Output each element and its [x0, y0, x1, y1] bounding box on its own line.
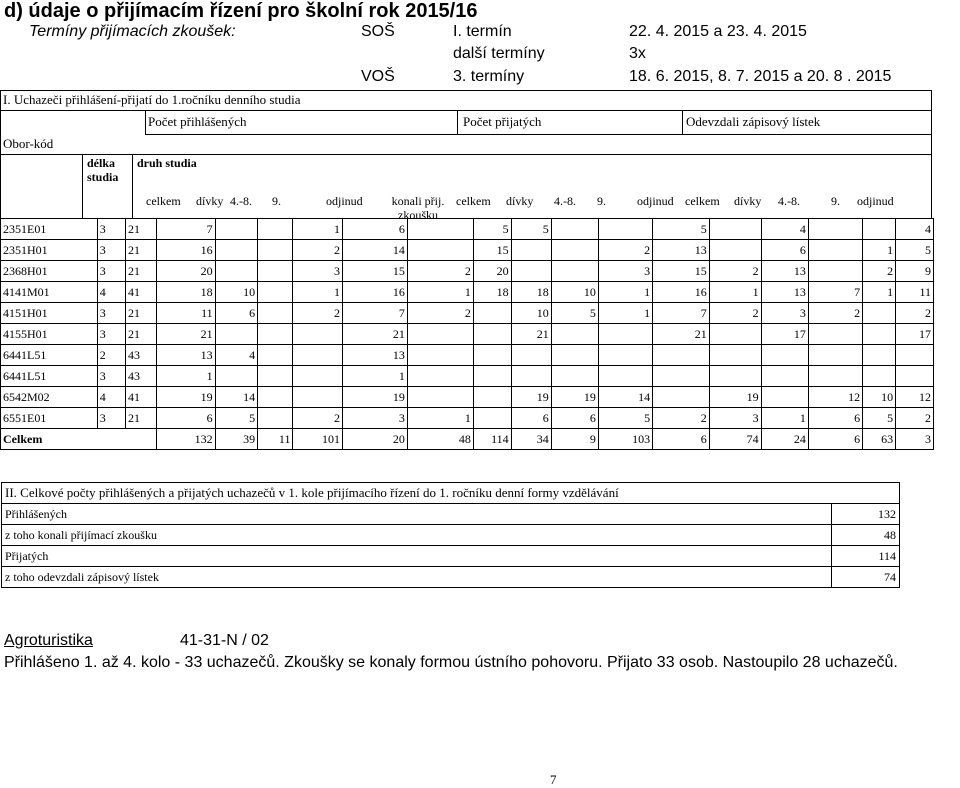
data-cell	[258, 324, 293, 345]
data-cell	[407, 345, 473, 366]
agro-code: 41-31-N / 02	[180, 632, 269, 649]
total-cell: 6	[808, 429, 862, 450]
data-cell: 15	[653, 261, 710, 282]
data-cell	[709, 324, 761, 345]
data-cell: 6	[511, 408, 551, 429]
data-cell	[215, 261, 257, 282]
sub-header: dívky	[506, 194, 534, 208]
obor-code-cell: 2351E01	[1, 219, 98, 240]
data-cell	[709, 219, 761, 240]
data-cell	[896, 345, 934, 366]
total-cell: 74	[709, 429, 761, 450]
total-cell: 101	[293, 429, 343, 450]
data-cell: 9	[896, 261, 934, 282]
data-cell: 5	[598, 408, 652, 429]
data-cell: 16	[156, 240, 215, 261]
data-cell: 7	[808, 282, 862, 303]
total-cell: 6	[653, 429, 710, 450]
data-cell	[407, 366, 473, 387]
data-cell: 15	[473, 240, 511, 261]
total-cell: 48	[407, 429, 473, 450]
term-name-2: další termíny	[453, 45, 545, 62]
data-cell	[258, 240, 293, 261]
term-value-2: 3x	[629, 45, 646, 62]
data-cell	[215, 324, 257, 345]
data-cell: 5	[653, 219, 710, 240]
data-cell	[293, 345, 343, 366]
total-row	[1, 429, 934, 450]
data-cell: 11	[896, 282, 934, 303]
obor-code-cell: 4141M01	[1, 282, 98, 303]
delka-cell: 4	[97, 282, 125, 303]
table-row	[1, 282, 934, 303]
data-cell: 2	[407, 261, 473, 282]
section1-title: I. Uchazeči přihlášení-přijatí do 1.ročníku denního studia	[3, 92, 301, 107]
data-cell	[598, 324, 652, 345]
data-cell	[258, 387, 293, 408]
divider	[0, 110, 931, 111]
total-cell: 34	[511, 429, 551, 450]
data-cell: 3	[343, 408, 408, 429]
obor-code-cell: 6542M02	[1, 387, 98, 408]
data-cell: 10	[863, 387, 896, 408]
data-cell: 19	[511, 387, 551, 408]
obor-code-cell: 6551E01	[1, 408, 98, 429]
total-cell: 63	[863, 429, 896, 450]
table-row	[1, 240, 934, 261]
data-cell	[293, 387, 343, 408]
druh-cell: 21	[126, 408, 157, 429]
total-cell: 9	[551, 429, 598, 450]
total-cell: 11	[258, 429, 293, 450]
delka-cell: 3	[97, 261, 125, 282]
data-cell	[407, 240, 473, 261]
data-cell	[551, 366, 598, 387]
divider	[457, 110, 458, 134]
druh-cell: 41	[126, 282, 157, 303]
total-cell: 20	[343, 429, 408, 450]
terms-label: Termíny přijímacích zkoušek:	[29, 23, 236, 40]
sos-label: SOŠ	[361, 23, 395, 40]
table-row	[1, 261, 934, 282]
data-cell	[511, 240, 551, 261]
sub-header: odjinud	[857, 194, 894, 208]
delka-cell: 3	[97, 366, 125, 387]
sub-header: celkem	[146, 194, 181, 208]
druh-cell: 21	[126, 261, 157, 282]
sub-header: celkem	[685, 194, 720, 208]
term-name-1: I. termín	[453, 23, 512, 40]
data-cell: 1	[407, 282, 473, 303]
data-cell: 3	[293, 261, 343, 282]
data-cell	[863, 324, 896, 345]
summary-value: 48	[832, 525, 900, 546]
sub-header: 9.	[597, 194, 606, 208]
summary-value: 132	[832, 504, 900, 525]
obor-kod-label: Obor-kód	[3, 136, 54, 151]
data-cell	[761, 345, 808, 366]
data-cell	[551, 261, 598, 282]
summary-label: Přijatých	[2, 546, 832, 567]
summary-row	[2, 525, 900, 546]
obor-code-cell: 6441L51	[1, 366, 98, 387]
data-cell: 13	[761, 282, 808, 303]
data-cell: 14	[343, 240, 408, 261]
data-cell: 1	[343, 366, 408, 387]
agro-text: Přihlášeno 1. až 4. kolo - 33 uchazečů. Zkoušky se konaly formou ústního pohovoru. Přijato 33 osob. Nastoupilo 28 uchazečů.	[4, 654, 898, 671]
data-cell	[407, 324, 473, 345]
data-cell: 18	[156, 282, 215, 303]
total-label: Celkem	[1, 429, 157, 450]
sub-header: odjinud	[637, 194, 674, 208]
obor-code-cell: 4155H01	[1, 324, 98, 345]
data-cell: 2	[653, 408, 710, 429]
table-row	[1, 345, 934, 366]
delka-cell: 3	[97, 324, 125, 345]
data-cell: 6	[215, 303, 257, 324]
data-cell	[258, 366, 293, 387]
data-cell: 3	[598, 261, 652, 282]
data-cell	[511, 345, 551, 366]
data-cell: 2	[896, 303, 934, 324]
data-cell: 16	[653, 282, 710, 303]
data-cell	[761, 366, 808, 387]
data-cell	[258, 261, 293, 282]
data-cell: 10	[511, 303, 551, 324]
data-cell: 6	[808, 408, 862, 429]
data-cell: 2	[293, 240, 343, 261]
data-cell: 1	[156, 366, 215, 387]
data-cell	[215, 240, 257, 261]
data-cell	[808, 324, 862, 345]
data-cell	[407, 219, 473, 240]
data-cell: 5	[215, 408, 257, 429]
data-cell: 17	[896, 324, 934, 345]
data-cell: 4	[761, 219, 808, 240]
data-cell: 2	[407, 303, 473, 324]
data-cell: 1	[863, 282, 896, 303]
data-cell: 6	[343, 219, 408, 240]
druh-cell: 43	[126, 366, 157, 387]
data-cell	[709, 240, 761, 261]
data-cell	[215, 219, 257, 240]
sub-header: celkem	[456, 194, 491, 208]
agro-title: Agroturistika	[4, 632, 93, 649]
data-cell	[709, 345, 761, 366]
druh-cell: 21	[126, 219, 157, 240]
data-cell: 16	[343, 282, 408, 303]
data-cell: 1	[598, 303, 652, 324]
data-cell: 7	[343, 303, 408, 324]
data-cell: 13	[653, 240, 710, 261]
divider	[682, 110, 683, 134]
data-cell: 6	[761, 240, 808, 261]
data-cell	[258, 282, 293, 303]
total-cell: 103	[598, 429, 652, 450]
druh-studia-label: druh studia	[137, 156, 197, 170]
data-cell	[473, 408, 511, 429]
data-cell	[473, 387, 511, 408]
data-cell: 4	[896, 219, 934, 240]
druh-cell: 21	[126, 303, 157, 324]
sub-header: 9.	[831, 194, 840, 208]
data-cell	[653, 387, 710, 408]
data-cell: 2	[293, 408, 343, 429]
sub-header: konali přij. zkoušku	[391, 194, 445, 222]
data-cell: 18	[473, 282, 511, 303]
data-cell: 2	[598, 240, 652, 261]
data-cell	[808, 240, 862, 261]
sub-header: 4.-8.	[778, 194, 800, 208]
data-cell: 2	[808, 303, 862, 324]
data-cell	[896, 366, 934, 387]
data-cell: 1	[407, 408, 473, 429]
total-cell: 114	[473, 429, 511, 450]
data-cell: 5	[551, 303, 598, 324]
data-cell: 1	[598, 282, 652, 303]
sub-header: 9.	[272, 194, 281, 208]
section2-title: II. Celkové počty přihlášených a přijatých uchazečů v 1. kole přijímacího řízení do 1. ročníku denní formy vzdělávání	[2, 483, 900, 504]
data-cell	[808, 345, 862, 366]
total-cell: 24	[761, 429, 808, 450]
data-cell	[258, 408, 293, 429]
summary-row	[2, 567, 900, 588]
data-cell	[653, 345, 710, 366]
data-cell: 13	[761, 261, 808, 282]
obor-code-cell: 4151H01	[1, 303, 98, 324]
druh-cell: 43	[126, 345, 157, 366]
data-cell: 2	[709, 303, 761, 324]
total-cell: 3	[896, 429, 934, 450]
data-cell	[863, 303, 896, 324]
delka-cell: 3	[97, 303, 125, 324]
summary-value: 114	[832, 546, 900, 567]
data-cell	[863, 219, 896, 240]
data-cell: 3	[709, 408, 761, 429]
data-cell: 2	[863, 261, 896, 282]
data-cell	[258, 345, 293, 366]
data-cell	[808, 366, 862, 387]
data-cell	[258, 219, 293, 240]
data-cell: 2	[709, 261, 761, 282]
data-cell	[653, 366, 710, 387]
data-cell: 13	[343, 345, 408, 366]
data-cell: 3	[761, 303, 808, 324]
divider	[145, 110, 146, 134]
druh-cell: 21	[126, 324, 157, 345]
data-cell	[551, 345, 598, 366]
obor-code-cell: 2368H01	[1, 261, 98, 282]
group-prihlasenych: Počet přihlášených	[148, 114, 247, 129]
data-cell: 1	[293, 282, 343, 303]
group-prijatych: Počet přijatých	[463, 114, 542, 129]
data-cell: 2	[896, 408, 934, 429]
delka-studia-label: délka studia	[87, 156, 119, 184]
data-cell: 21	[653, 324, 710, 345]
data-cell	[709, 366, 761, 387]
data-cell: 18	[511, 282, 551, 303]
page-number: 7	[550, 772, 557, 787]
data-cell: 15	[343, 261, 408, 282]
data-cell: 7	[653, 303, 710, 324]
divider	[132, 154, 133, 218]
data-cell: 21	[511, 324, 551, 345]
data-cell: 1	[863, 240, 896, 261]
data-cell	[215, 366, 257, 387]
data-cell	[598, 366, 652, 387]
data-cell: 21	[343, 324, 408, 345]
data-cell: 1	[709, 282, 761, 303]
data-cell	[258, 303, 293, 324]
table-row	[1, 408, 934, 429]
druh-cell: 21	[126, 240, 157, 261]
data-cell: 19	[551, 387, 598, 408]
data-cell: 14	[598, 387, 652, 408]
data-cell: 10	[215, 282, 257, 303]
term-name-3: 3. termíny	[453, 68, 525, 85]
data-cell	[761, 387, 808, 408]
data-cell: 2	[293, 303, 343, 324]
data-cell	[551, 324, 598, 345]
data-cell: 20	[473, 261, 511, 282]
data-cell	[808, 219, 862, 240]
vos-label: VOŠ	[361, 68, 395, 85]
summary-label: Přihlášených	[2, 504, 832, 525]
data-cell: 19	[156, 387, 215, 408]
data-cell: 21	[156, 324, 215, 345]
admissions-table	[0, 218, 934, 450]
obor-code-cell: 6441L51	[1, 345, 98, 366]
data-cell	[551, 219, 598, 240]
druh-cell: 41	[126, 387, 157, 408]
data-cell: 7	[156, 219, 215, 240]
data-cell: 6	[551, 408, 598, 429]
summary-label: z toho konali přijímací zkoušku	[2, 525, 832, 546]
data-cell	[511, 366, 551, 387]
data-cell	[551, 240, 598, 261]
total-cell: 39	[215, 429, 257, 450]
term-value-3: 18. 6. 2015, 8. 7. 2015 a 20. 8 . 2015	[629, 68, 892, 85]
delka-cell: 3	[97, 240, 125, 261]
data-cell	[407, 387, 473, 408]
delka-cell: 3	[97, 219, 125, 240]
divider	[0, 154, 931, 155]
data-cell: 4	[215, 345, 257, 366]
data-cell: 6	[156, 408, 215, 429]
term-value-1: 22. 4. 2015 a 23. 4. 2015	[629, 23, 807, 40]
data-cell: 20	[156, 261, 215, 282]
delka-cell: 4	[97, 387, 125, 408]
data-cell: 5	[896, 240, 934, 261]
sub-header: dívky	[196, 194, 224, 208]
summary-label: z toho odevzdali zápisový lístek	[2, 567, 832, 588]
delka-cell: 2	[97, 345, 125, 366]
total-cell: 132	[156, 429, 215, 450]
data-cell: 5	[473, 219, 511, 240]
divider	[82, 154, 83, 218]
data-cell	[473, 303, 511, 324]
obor-code-cell: 2351H01	[1, 240, 98, 261]
sub-header: 4.-8.	[554, 194, 576, 208]
data-cell: 19	[709, 387, 761, 408]
data-cell	[808, 261, 862, 282]
data-cell: 11	[156, 303, 215, 324]
sub-header: dívky	[734, 194, 762, 208]
data-cell: 1	[293, 219, 343, 240]
data-cell: 5	[511, 219, 551, 240]
table-row	[1, 324, 934, 345]
sub-header: odjinud	[326, 194, 363, 208]
table-row	[1, 387, 934, 408]
data-cell	[293, 324, 343, 345]
group-odevzdali: Odevzdali zápisový lístek	[686, 114, 821, 129]
data-cell	[598, 219, 652, 240]
data-cell: 5	[863, 408, 896, 429]
data-cell: 13	[156, 345, 215, 366]
data-cell: 17	[761, 324, 808, 345]
data-cell: 12	[808, 387, 862, 408]
page-heading: d) údaje o přijímacím řízení pro školní rok 2015/16	[4, 0, 478, 22]
data-cell: 10	[551, 282, 598, 303]
data-cell: 1	[761, 408, 808, 429]
summary-row	[2, 504, 900, 525]
divider	[145, 134, 931, 135]
data-cell: 12	[896, 387, 934, 408]
table-row	[1, 366, 934, 387]
delka-cell: 3	[97, 408, 125, 429]
data-cell	[473, 366, 511, 387]
data-cell	[863, 366, 896, 387]
table-row	[1, 303, 934, 324]
data-cell	[863, 345, 896, 366]
data-cell	[598, 345, 652, 366]
summary-table	[1, 482, 900, 588]
data-cell: 14	[215, 387, 257, 408]
sub-header: 4.-8.	[230, 194, 252, 208]
data-cell	[511, 261, 551, 282]
data-cell	[473, 345, 511, 366]
table-row	[1, 219, 934, 240]
data-cell	[473, 324, 511, 345]
summary-row	[2, 546, 900, 567]
data-cell: 19	[343, 387, 408, 408]
data-cell	[293, 366, 343, 387]
summary-value: 74	[832, 567, 900, 588]
